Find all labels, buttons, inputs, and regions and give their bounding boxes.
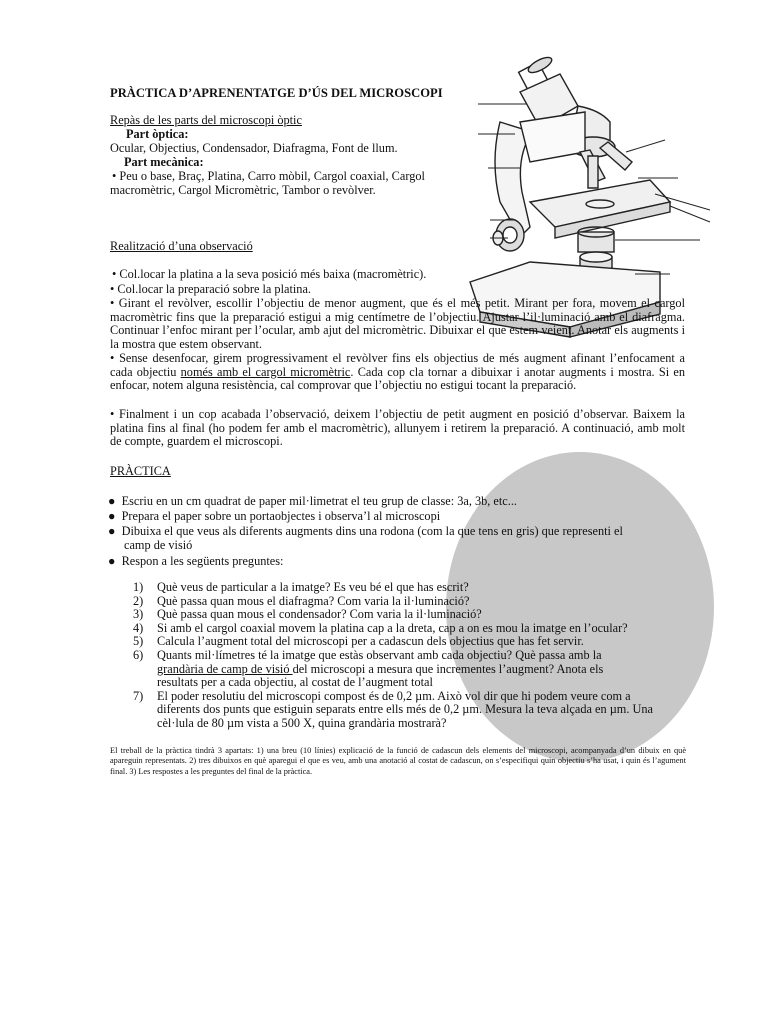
- page-title: PRÀCTICA D’APRENENTATGE D’ÚS DEL MICROSCOPI: [110, 86, 443, 100]
- observation-step-1: • Col.locar la platina a la seva posició més baixa (macromètric).: [112, 267, 427, 281]
- footer-note: El treball de la pràctica tindrà 3 apartats: 1) una breu (10 línies) explicació de la funció de cadascun dels elements del microscopi, acompanyada d’un dibuix en què apareguin representats. 2) tres dibuixos en què aparegui el que es veu, amb una anotació al costat de cadascun, on s’especifiqui quin objectiu s’ha usat, i quin és l’agument final. 3) Les respostes a les preguntes del final de la pràctica.: [110, 746, 686, 776]
- question-number: 4): [133, 620, 144, 635]
- optic-part-label: Part òptica:: [126, 127, 189, 141]
- observation-step-5: • Finalment i un cop acabada l’observació, deixem l’objectiu de petit augment en posició d’observar. Baixem la platina fins al final (ho podem fer amb el macromètric), allunyem i retirem la preparació. A continuació, amb molt de compte, guardem el microscopi.: [110, 407, 685, 449]
- parts-heading: Repàs de les parts del microscopi òptic: [110, 113, 302, 127]
- observation-step-4-underlined: només amb el cargol micromètric: [180, 364, 351, 379]
- question-item: [110, 622, 655, 636]
- question-text: Calcula l’augment total del microscopi per a cadascun dels objectius que has fet servir.: [157, 634, 584, 649]
- practica-bullet-1: ● Escriu en un cm quadrat de paper mil·limetrat el teu grup de classe: 3a, 3b, etc...: [108, 494, 517, 508]
- question-text-underlined: grandària de camp de visió: [157, 661, 293, 676]
- observation-step-3: • Girant el revòlver, escollir l’objectiu de menor augment, que és el més petit. Mirant per fora, movem el cargol macromètric fins que la preparació estigui a mig centímetre de l’objectiu. Ajustar l’il·luminació amb el diafragma. Continuar l’enfoc mirant per l’ocular, amb ajut del micromètric. Dibuixar el que estem veient. Anotar els augments i la mostra que estem observant.: [110, 296, 685, 351]
- question-item: [110, 690, 655, 731]
- question-item: [110, 581, 655, 595]
- question-text: del microscopi a mesura que incrementes l’augment? Anota els resultats per a cada objectiu, al costat de l’augment total: [157, 661, 604, 690]
- question-number: 3): [133, 607, 144, 622]
- question-number: 6): [133, 647, 144, 662]
- question-text: Què passa quan mous el condensador? Com varia la il·luminació?: [157, 607, 482, 622]
- practica-bullet-3-cont: camp de visió: [124, 538, 193, 552]
- question-item: [110, 649, 655, 690]
- question-number: 5): [133, 634, 144, 649]
- observation-step-4-part-a: • Sense desenfocar, girem progressivament el revòlver fins els objectius de més augment afinant l’enfocament a cada objectiu: [110, 351, 685, 379]
- practica-bullet-2-text: Prepara el paper sobre un portaobjectes i observa’l al microscopi: [121, 509, 441, 523]
- mechanical-part-line1: • Peu o base, Braç, Platina, Carro mòbil, Cargol coaxial, Cargol: [112, 169, 425, 183]
- observation-step-2: • Col.locar la preparació sobre la platina.: [110, 282, 311, 296]
- question-item: [110, 608, 655, 622]
- observation-step-4-part-b: . Cada cop cla tornar a dibuixar i anotar augments i mostra. Si en enfocar, notem alguna resistència, cal comprovar que l’objectiu no estigui tocant la preparació.: [110, 364, 685, 393]
- practica-bullet-4-text: Respon a les següents preguntes:: [121, 554, 284, 568]
- question-item: [110, 635, 655, 649]
- question-number: 2): [133, 593, 144, 608]
- practica-bullet-2: ● Prepara el paper sobre un portaobjectes i observa’l al microscopi: [108, 509, 441, 523]
- practica-bullet-4: ● Respon a les següents preguntes:: [108, 554, 284, 568]
- question-text: Què veus de particular a la imatge? Es veu bé el que has escrit?: [157, 580, 469, 594]
- mechanical-part-label: Part mecànica:: [124, 155, 204, 169]
- question-number: 1): [133, 580, 144, 594]
- optic-part-text: Ocular, Objectius, Condensador, Diafragma, Font de llum.: [110, 141, 398, 155]
- mechanical-part-line2: macromètric, Cargol Micromètric, Tambor o revòlver.: [110, 183, 376, 197]
- practica-bullet-3: ● Dibuixa el que veus als diferents augments dins una rodona (com la que tens en gris) que representi el: [108, 524, 623, 538]
- observation-step-4: [110, 352, 685, 393]
- practica-bullet-3-text: Dibuixa el que veus als diferents augments dins una rodona (com la que tens en gris) que representi el: [121, 524, 623, 538]
- questions-list: [110, 581, 655, 731]
- question-text: Quants mil·límetres té la imatge que estàs observant amb cada objectiu? Què passa amb la: [157, 647, 602, 662]
- question-item: [110, 595, 655, 609]
- practica-bullet-1-text: Escriu en un cm quadrat de paper mil·limetrat el teu grup de classe: 3a, 3b, etc...: [121, 494, 517, 508]
- observation-heading: Realització d’una observació: [110, 239, 253, 253]
- question-text: Si amb el cargol coaxial movem la platina cap a la dreta, cap a on es mou la imatge en l’ocular?: [157, 620, 628, 635]
- question-number: 7): [133, 688, 144, 703]
- question-text: Què passa quan mous el diafragma? Com varia la il·luminació?: [157, 593, 470, 608]
- practica-heading: PRÀCTICA: [110, 464, 171, 478]
- question-text: El poder resolutiu del microscopi compost és de 0,2 µm. Això vol dir que hi podem veure com a diferents dos punts que estiguin separats entre ells més de 0,2 µm. Mesura la teva alçada en µm. Una cèl·lula de 80 µm vista a 500 X, quina grandària mostrarà?: [157, 688, 653, 730]
